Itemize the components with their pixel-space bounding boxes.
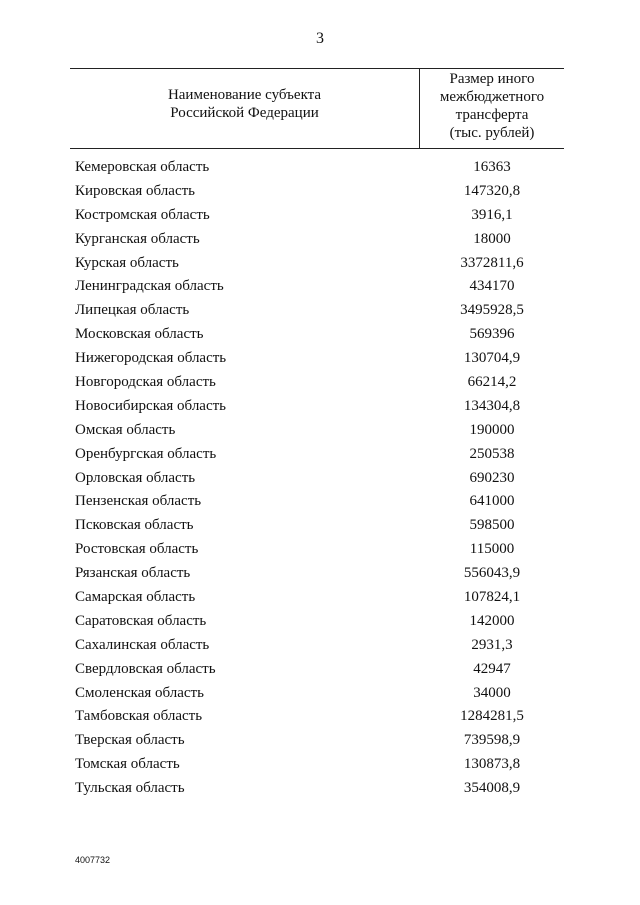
subject-name: Сахалинская область bbox=[75, 636, 210, 653]
table-row bbox=[0, 467, 640, 491]
subject-name: Московская область bbox=[75, 326, 204, 343]
transfer-amount: 66214,2 bbox=[467, 374, 517, 391]
header-amount-line: (тыс. рублей) bbox=[449, 125, 535, 141]
subject-name: Курская область bbox=[75, 254, 179, 271]
table-row bbox=[0, 156, 640, 180]
subject-name: Оренбургская область bbox=[75, 445, 217, 462]
transfer-amount: 569396 bbox=[469, 326, 515, 343]
subject-name: Смоленская область bbox=[75, 684, 204, 701]
table-row bbox=[0, 682, 640, 706]
transfer-amount: 134304,8 bbox=[463, 397, 521, 414]
subject-name: Костромская область bbox=[75, 206, 210, 223]
table-row bbox=[0, 275, 640, 299]
table-row bbox=[0, 180, 640, 204]
table-row bbox=[0, 753, 640, 777]
table-row bbox=[0, 323, 640, 347]
transfer-amount: 3372811,6 bbox=[460, 254, 524, 271]
subject-name: Ленинградская область bbox=[75, 278, 224, 295]
subject-name: Липецкая область bbox=[75, 302, 190, 319]
table-row bbox=[0, 443, 640, 467]
subject-name: Томская область bbox=[75, 756, 180, 773]
header-amount-line: трансферта bbox=[455, 107, 529, 123]
table-row bbox=[0, 204, 640, 228]
transfer-amount: 115000 bbox=[469, 541, 515, 558]
header-amount-line: межбюджетного bbox=[439, 89, 545, 105]
transfer-amount: 3495928,5 bbox=[460, 302, 524, 319]
header-bottom-rule bbox=[70, 148, 564, 149]
table-row bbox=[0, 538, 640, 562]
subject-name: Тамбовская область bbox=[75, 708, 203, 725]
transfer-amount: 434170 bbox=[469, 278, 515, 295]
transfer-amount: 556043,9 bbox=[463, 565, 521, 582]
transfer-amount: 598500 bbox=[469, 517, 515, 534]
transfer-amount: 18000 bbox=[473, 230, 511, 247]
header-name-line: Наименование субъекта bbox=[167, 87, 322, 103]
table-row bbox=[0, 395, 640, 419]
subject-name: Самарская область bbox=[75, 589, 196, 606]
transfer-amount: 3916,1 bbox=[471, 206, 513, 223]
table-row bbox=[0, 586, 640, 610]
table-row bbox=[0, 252, 640, 276]
header-name-line: Российской Федерации bbox=[170, 105, 319, 121]
transfer-amount: 690230 bbox=[469, 469, 515, 486]
transfer-amount: 16363 bbox=[473, 159, 511, 175]
table-top-rule bbox=[70, 68, 564, 69]
table-row bbox=[0, 777, 640, 801]
subject-name: Орловская область bbox=[75, 469, 196, 486]
table-row bbox=[0, 490, 640, 514]
subject-name: Рязанская область bbox=[75, 565, 191, 582]
transfer-amount: 34000 bbox=[473, 684, 511, 701]
table-row bbox=[0, 347, 640, 371]
transfer-amount: 130704,9 bbox=[463, 350, 521, 367]
transfer-amount: 250538 bbox=[469, 445, 515, 462]
subject-name: Пензенская область bbox=[75, 493, 202, 510]
table-row bbox=[0, 419, 640, 443]
table-row bbox=[0, 634, 640, 658]
transfer-amount: 42947 bbox=[473, 660, 511, 677]
subject-name: Тверская область bbox=[75, 732, 185, 749]
subject-name: Саратовская область bbox=[75, 612, 207, 629]
transfer-amount: 1284281,5 bbox=[460, 708, 524, 725]
table-body bbox=[0, 156, 640, 801]
table-row bbox=[0, 729, 640, 753]
subject-name: Ростовская область bbox=[75, 541, 199, 558]
transfer-amount: 2931,3 bbox=[471, 636, 513, 653]
column-header-subject-name bbox=[70, 86, 419, 122]
subject-name: Новгородская область bbox=[75, 374, 216, 391]
page-number: 3 bbox=[316, 30, 324, 47]
transfer-amount: 641000 bbox=[469, 493, 515, 510]
table-row bbox=[0, 371, 640, 395]
transfer-amount: 147320,8 bbox=[463, 182, 521, 199]
document-code: 4007732 bbox=[75, 855, 111, 865]
header-amount-line: Размер иного bbox=[449, 71, 535, 87]
table-row bbox=[0, 610, 640, 634]
subject-name: Новосибирская область bbox=[75, 397, 227, 414]
subject-name: Тульская область bbox=[75, 780, 185, 797]
subject-name: Кемеровская область bbox=[75, 159, 210, 175]
subject-name: Омская область bbox=[75, 421, 176, 438]
transfer-amount: 190000 bbox=[469, 421, 515, 438]
transfer-amount: 354008,9 bbox=[463, 780, 521, 797]
transfer-amount: 739598,9 bbox=[463, 732, 521, 749]
table-row bbox=[0, 299, 640, 323]
subject-name: Свердловская область bbox=[75, 660, 216, 677]
table-row bbox=[0, 705, 640, 729]
table-row bbox=[0, 562, 640, 586]
subject-name: Кировская область bbox=[75, 182, 196, 199]
transfer-amount: 107824,1 bbox=[463, 589, 521, 606]
transfer-amount: 142000 bbox=[469, 612, 515, 629]
subject-name: Нижегородская область bbox=[75, 350, 227, 367]
table-row bbox=[0, 658, 640, 682]
table-row bbox=[0, 228, 640, 252]
table-row bbox=[0, 514, 640, 538]
subject-name: Псковская область bbox=[75, 517, 194, 534]
transfer-amount: 130873,8 bbox=[463, 756, 521, 773]
subject-name: Курганская область bbox=[75, 230, 200, 247]
column-header-transfer-amount bbox=[420, 70, 564, 142]
